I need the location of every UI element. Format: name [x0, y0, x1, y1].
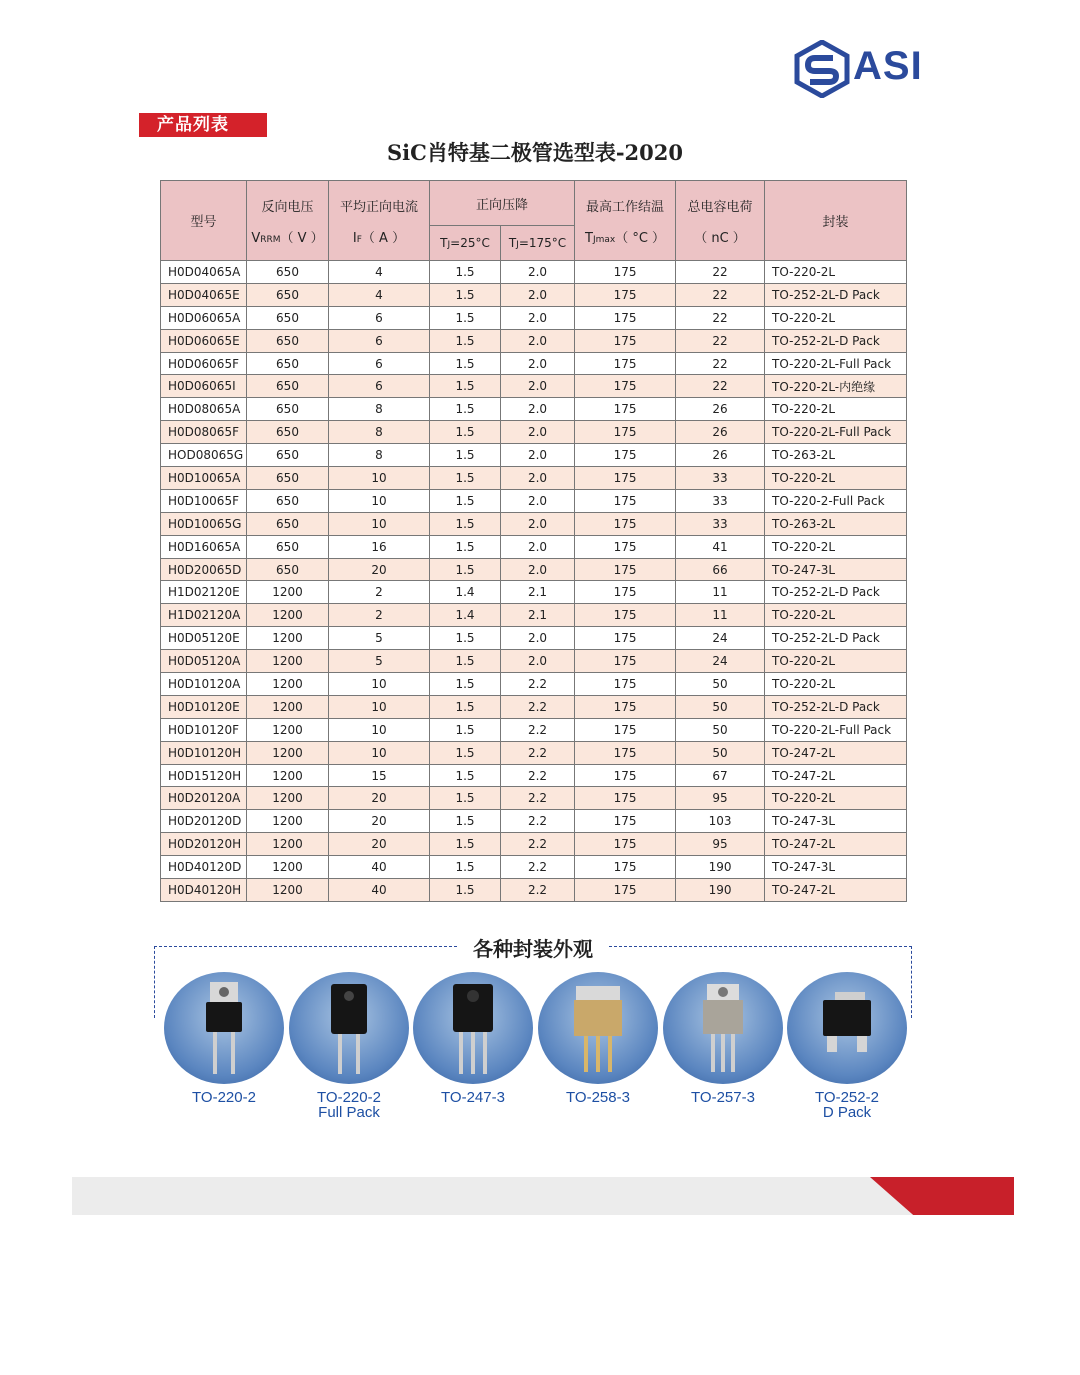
package-photo [413, 972, 533, 1084]
cell-model: H0D10065F [161, 489, 247, 512]
table-row [161, 856, 907, 879]
cell-model: H0D05120A [161, 650, 247, 673]
cell-vf-25c: 1.5 [430, 375, 501, 398]
cell-qc: 24 [676, 627, 765, 650]
cell-model: H0D20120D [161, 810, 247, 833]
cell-model: H0D20120H [161, 833, 247, 856]
cell-vf-175c: 2.0 [501, 650, 575, 673]
cell-vf-175c: 2.0 [501, 329, 575, 352]
cell-vf-25c: 1.5 [430, 787, 501, 810]
cell-vf-175c: 2.0 [501, 467, 575, 490]
cell-tjmax: 175 [575, 398, 676, 421]
header-vf: 正向压降 [430, 181, 575, 226]
cell-tjmax: 175 [575, 787, 676, 810]
cell-tjmax: 175 [575, 352, 676, 375]
cell-qc: 50 [676, 695, 765, 718]
package-label: TO-220-2 Full Pack [317, 1089, 381, 1121]
cell-tjmax: 175 [575, 306, 676, 329]
cell-qc: 33 [676, 512, 765, 535]
header-vrrm: 反向电压 VRRM（ V ） [247, 181, 329, 261]
package-to-252-2-d-pack [787, 972, 907, 1120]
cell-vrrm: 1200 [247, 741, 329, 764]
cell-vf-175c: 2.0 [501, 558, 575, 581]
cell-tjmax: 175 [575, 421, 676, 444]
cell-vrrm: 1200 [247, 718, 329, 741]
cell-vf-25c: 1.5 [430, 421, 501, 444]
cell-vf-175c: 2.2 [501, 879, 575, 902]
cell-vrrm: 1200 [247, 673, 329, 696]
cell-qc: 22 [676, 306, 765, 329]
cell-vf-175c: 2.0 [501, 398, 575, 421]
table-row [161, 879, 907, 902]
cell-tjmax: 175 [575, 627, 676, 650]
cell-vf-175c: 2.2 [501, 741, 575, 764]
table-row [161, 329, 907, 352]
package-to-257-3 [663, 972, 783, 1105]
cell-model: H0D04065E [161, 283, 247, 306]
cell-package: TO-252-2L-D Pack [765, 695, 907, 718]
table-row [161, 398, 907, 421]
table-row [161, 261, 907, 284]
cell-tjmax: 175 [575, 444, 676, 467]
cell-model: H0D08065F [161, 421, 247, 444]
cell-vf-175c: 2.2 [501, 718, 575, 741]
cell-vrrm: 1200 [247, 856, 329, 879]
cell-model: H1D02120E [161, 581, 247, 604]
cell-vrrm: 1200 [247, 787, 329, 810]
cell-package: TO-220-2L [765, 673, 907, 696]
cell-tjmax: 175 [575, 741, 676, 764]
cell-vf-25c: 1.5 [430, 261, 501, 284]
sic-diode-selection-table [160, 180, 907, 902]
cell-vf-25c: 1.5 [430, 673, 501, 696]
cell-package: TO-247-2L [765, 833, 907, 856]
cell-qc: 103 [676, 810, 765, 833]
table-row [161, 718, 907, 741]
cell-vf-25c: 1.5 [430, 879, 501, 902]
header-package: 封装 [765, 181, 907, 261]
cell-vf-175c: 2.2 [501, 695, 575, 718]
cell-vf-25c: 1.5 [430, 283, 501, 306]
cell-if: 10 [329, 741, 430, 764]
header-model: 型号 [161, 181, 247, 261]
package-label: TO-247-3 [441, 1089, 505, 1106]
cell-package: TO-220-2-Full Pack [765, 489, 907, 512]
cell-vrrm: 650 [247, 329, 329, 352]
cell-model: H0D20065D [161, 558, 247, 581]
cell-vrrm: 650 [247, 283, 329, 306]
table-row [161, 741, 907, 764]
cell-if: 10 [329, 489, 430, 512]
cell-tjmax: 175 [575, 329, 676, 352]
cell-model: H0D06065F [161, 352, 247, 375]
cell-vf-25c: 1.5 [430, 695, 501, 718]
cell-qc: 11 [676, 581, 765, 604]
cell-qc: 190 [676, 856, 765, 879]
cell-tjmax: 175 [575, 512, 676, 535]
table-row [161, 604, 907, 627]
cell-vf-175c: 2.1 [501, 604, 575, 627]
cell-vf-175c: 2.0 [501, 489, 575, 512]
header-vf-175c: TJ=175°C [501, 226, 575, 261]
cell-vrrm: 1200 [247, 879, 329, 902]
cell-qc: 26 [676, 421, 765, 444]
cell-package: TO-263-2L [765, 512, 907, 535]
cell-vf-25c: 1.5 [430, 467, 501, 490]
package-to-258-3 [538, 972, 658, 1105]
cell-vrrm: 650 [247, 558, 329, 581]
table-row [161, 627, 907, 650]
cell-model: H0D10120F [161, 718, 247, 741]
package-photo [787, 972, 907, 1084]
cell-package: TO-247-2L [765, 879, 907, 902]
cell-if: 40 [329, 856, 430, 879]
cell-vf-175c: 2.0 [501, 512, 575, 535]
cell-model: H0D40120H [161, 879, 247, 902]
asi-logo-icon [793, 40, 851, 98]
header-vf-25c: TJ=25°C [430, 226, 501, 261]
cell-if: 8 [329, 444, 430, 467]
cell-model: H0D05120E [161, 627, 247, 650]
cell-if: 10 [329, 695, 430, 718]
cell-vf-25c: 1.5 [430, 810, 501, 833]
asi-logo [793, 40, 923, 98]
cell-tjmax: 175 [575, 718, 676, 741]
cell-vf-175c: 2.0 [501, 261, 575, 284]
cell-model: H0D06065A [161, 306, 247, 329]
cell-tjmax: 175 [575, 764, 676, 787]
cell-model: H0D10065A [161, 467, 247, 490]
cell-package: TO-220-2L [765, 306, 907, 329]
table-row [161, 375, 907, 398]
cell-qc: 22 [676, 329, 765, 352]
cell-if: 40 [329, 879, 430, 902]
cell-if: 6 [329, 352, 430, 375]
cell-vf-25c: 1.5 [430, 833, 501, 856]
cell-package: TO-220-2L [765, 650, 907, 673]
cell-vf-25c: 1.5 [430, 650, 501, 673]
cell-if: 10 [329, 718, 430, 741]
cell-package: TO-247-3L [765, 558, 907, 581]
cell-vf-25c: 1.4 [430, 581, 501, 604]
cell-vrrm: 650 [247, 261, 329, 284]
cell-vf-175c: 2.2 [501, 673, 575, 696]
table-row [161, 489, 907, 512]
package-label: TO-257-3 [691, 1089, 755, 1106]
package-photo [289, 972, 409, 1084]
cell-vf-175c: 2.2 [501, 787, 575, 810]
cell-vf-175c: 2.0 [501, 283, 575, 306]
cell-tjmax: 175 [575, 261, 676, 284]
package-to-247-3 [413, 972, 533, 1105]
table-row [161, 306, 907, 329]
cell-tjmax: 175 [575, 283, 676, 306]
cell-vf-175c: 2.0 [501, 421, 575, 444]
cell-if: 20 [329, 787, 430, 810]
package-photo [164, 972, 284, 1084]
cell-package: TO-220-2L [765, 535, 907, 558]
cell-model: H0D16065A [161, 535, 247, 558]
table-row [161, 558, 907, 581]
cell-tjmax: 175 [575, 856, 676, 879]
cell-qc: 50 [676, 673, 765, 696]
cell-vrrm: 1200 [247, 810, 329, 833]
cell-vrrm: 650 [247, 398, 329, 421]
cell-package: TO-263-2L [765, 444, 907, 467]
cell-vrrm: 1200 [247, 695, 329, 718]
cell-vf-175c: 2.2 [501, 833, 575, 856]
cell-package: TO-220-2L-内绝缘 [765, 375, 907, 398]
table-row [161, 512, 907, 535]
cell-package: TO-247-3L [765, 856, 907, 879]
cell-qc: 33 [676, 489, 765, 512]
cell-vrrm: 650 [247, 512, 329, 535]
cell-tjmax: 175 [575, 879, 676, 902]
cell-if: 5 [329, 627, 430, 650]
package-photo [663, 972, 783, 1084]
cell-package: TO-247-2L [765, 764, 907, 787]
cell-vrrm: 650 [247, 375, 329, 398]
cell-tjmax: 175 [575, 695, 676, 718]
cell-tjmax: 175 [575, 833, 676, 856]
cell-if: 4 [329, 283, 430, 306]
table-row [161, 673, 907, 696]
document-title: SiC肖特基二极管选型表-2020 [386, 140, 684, 165]
cell-package: TO-220-2L-Full Pack [765, 718, 907, 741]
cell-tjmax: 175 [575, 581, 676, 604]
cell-vf-25c: 1.5 [430, 718, 501, 741]
cell-vf-175c: 2.1 [501, 581, 575, 604]
cell-vf-25c: 1.5 [430, 444, 501, 467]
cell-package: TO-220-2L [765, 261, 907, 284]
header-tjmax: 最高工作结温 TJmax（ °C ） [575, 181, 676, 261]
cell-model: H0D10120E [161, 695, 247, 718]
header-if: 平均正向电流 IF（ A ） [329, 181, 430, 261]
cell-model: H1D02120A [161, 604, 247, 627]
cell-model: H0D10120A [161, 673, 247, 696]
cell-vf-25c: 1.5 [430, 856, 501, 879]
cell-tjmax: 175 [575, 467, 676, 490]
cell-tjmax: 175 [575, 375, 676, 398]
footer-band [72, 1177, 1014, 1215]
cell-vf-25c: 1.5 [430, 535, 501, 558]
cell-model: H0D20120A [161, 787, 247, 810]
cell-package: TO-252-2L-D Pack [765, 581, 907, 604]
cell-model: H0D08065A [161, 398, 247, 421]
table-row [161, 581, 907, 604]
cell-qc: 67 [676, 764, 765, 787]
package-label: TO-258-3 [566, 1089, 630, 1106]
cell-vf-175c: 2.0 [501, 535, 575, 558]
table-row [161, 352, 907, 375]
cell-if: 10 [329, 673, 430, 696]
table-row [161, 787, 907, 810]
cell-vrrm: 650 [247, 467, 329, 490]
section-badge: 产品列表 [139, 113, 267, 137]
cell-vf-25c: 1.5 [430, 306, 501, 329]
cell-vrrm: 650 [247, 444, 329, 467]
table-row [161, 650, 907, 673]
cell-tjmax: 175 [575, 673, 676, 696]
cell-if: 6 [329, 306, 430, 329]
cell-qc: 95 [676, 833, 765, 856]
cell-tjmax: 175 [575, 650, 676, 673]
package-to-220-2 [164, 972, 284, 1105]
cell-vrrm: 1200 [247, 650, 329, 673]
cell-vrrm: 650 [247, 421, 329, 444]
cell-if: 20 [329, 833, 430, 856]
table-row [161, 444, 907, 467]
cell-vf-25c: 1.5 [430, 329, 501, 352]
cell-vf-175c: 2.2 [501, 856, 575, 879]
cell-if: 10 [329, 512, 430, 535]
cell-qc: 11 [676, 604, 765, 627]
cell-vf-25c: 1.5 [430, 489, 501, 512]
cell-vf-25c: 1.5 [430, 627, 501, 650]
cell-if: 8 [329, 398, 430, 421]
cell-if: 2 [329, 581, 430, 604]
table-row [161, 421, 907, 444]
cell-model: H0D10120H [161, 741, 247, 764]
cell-vf-175c: 2.0 [501, 306, 575, 329]
cell-if: 15 [329, 764, 430, 787]
cell-package: TO-220-2L [765, 787, 907, 810]
cell-package: TO-252-2L-D Pack [765, 627, 907, 650]
cell-vrrm: 1200 [247, 627, 329, 650]
cell-package: TO-252-2L-D Pack [765, 283, 907, 306]
table-row [161, 467, 907, 490]
cell-tjmax: 175 [575, 489, 676, 512]
cell-qc: 190 [676, 879, 765, 902]
cell-package: TO-220-2L [765, 604, 907, 627]
cell-tjmax: 175 [575, 558, 676, 581]
cell-if: 16 [329, 535, 430, 558]
cell-vrrm: 1200 [247, 764, 329, 787]
cell-vrrm: 1200 [247, 604, 329, 627]
cell-if: 5 [329, 650, 430, 673]
cell-qc: 50 [676, 741, 765, 764]
cell-if: 4 [329, 261, 430, 284]
header-qc: 总电容电荷 （ nC ） [676, 181, 765, 261]
table-row [161, 695, 907, 718]
cell-vrrm: 650 [247, 535, 329, 558]
package-photo [538, 972, 658, 1084]
table-body [161, 261, 907, 902]
cell-vf-25c: 1.5 [430, 398, 501, 421]
cell-vf-175c: 2.2 [501, 764, 575, 787]
cell-vf-175c: 2.2 [501, 810, 575, 833]
cell-vf-25c: 1.5 [430, 558, 501, 581]
cell-vf-175c: 2.0 [501, 444, 575, 467]
cell-qc: 22 [676, 283, 765, 306]
cell-qc: 22 [676, 261, 765, 284]
table-row [161, 283, 907, 306]
cell-vf-175c: 2.0 [501, 352, 575, 375]
cell-package: TO-220-2L [765, 467, 907, 490]
table-row [161, 764, 907, 787]
package-label: TO-220-2 [192, 1089, 256, 1106]
cell-if: 2 [329, 604, 430, 627]
cell-qc: 66 [676, 558, 765, 581]
cell-package: TO-220-2L-Full Pack [765, 352, 907, 375]
table-row [161, 535, 907, 558]
cell-qc: 26 [676, 398, 765, 421]
cell-package: TO-252-2L-D Pack [765, 329, 907, 352]
cell-if: 20 [329, 810, 430, 833]
cell-if: 8 [329, 421, 430, 444]
table-row [161, 833, 907, 856]
cell-vrrm: 1200 [247, 581, 329, 604]
cell-tjmax: 175 [575, 535, 676, 558]
logo-text: ASI [853, 44, 923, 88]
cell-model: H0D06065I [161, 375, 247, 398]
cell-qc: 22 [676, 352, 765, 375]
cell-if: 6 [329, 375, 430, 398]
cell-qc: 26 [676, 444, 765, 467]
cell-qc: 22 [676, 375, 765, 398]
table-row [161, 810, 907, 833]
cell-qc: 95 [676, 787, 765, 810]
cell-vrrm: 650 [247, 489, 329, 512]
cell-tjmax: 175 [575, 810, 676, 833]
package-section-title: 各种封装外观 [458, 933, 608, 962]
cell-if: 10 [329, 467, 430, 490]
cell-vf-175c: 2.0 [501, 375, 575, 398]
cell-vf-25c: 1.4 [430, 604, 501, 627]
cell-vrrm: 1200 [247, 833, 329, 856]
cell-vf-25c: 1.5 [430, 764, 501, 787]
cell-model: HOD08065G [161, 444, 247, 467]
package-to-220-2-full-pack [289, 972, 409, 1120]
cell-vrrm: 650 [247, 352, 329, 375]
cell-model: H0D15120H [161, 764, 247, 787]
cell-if: 6 [329, 329, 430, 352]
cell-package: TO-247-2L [765, 741, 907, 764]
cell-qc: 24 [676, 650, 765, 673]
cell-vrrm: 650 [247, 306, 329, 329]
cell-model: H0D40120D [161, 856, 247, 879]
cell-qc: 41 [676, 535, 765, 558]
cell-package: TO-220-2L [765, 398, 907, 421]
cell-model: H0D04065A [161, 261, 247, 284]
cell-model: H0D06065E [161, 329, 247, 352]
package-label: TO-252-2 D Pack [815, 1089, 879, 1121]
cell-tjmax: 175 [575, 604, 676, 627]
cell-if: 20 [329, 558, 430, 581]
cell-qc: 33 [676, 467, 765, 490]
cell-vf-25c: 1.5 [430, 352, 501, 375]
cell-package: TO-247-3L [765, 810, 907, 833]
cell-vf-25c: 1.5 [430, 741, 501, 764]
cell-model: H0D10065G [161, 512, 247, 535]
cell-vf-25c: 1.5 [430, 512, 501, 535]
cell-package: TO-220-2L-Full Pack [765, 421, 907, 444]
cell-vf-175c: 2.0 [501, 627, 575, 650]
cell-qc: 50 [676, 718, 765, 741]
